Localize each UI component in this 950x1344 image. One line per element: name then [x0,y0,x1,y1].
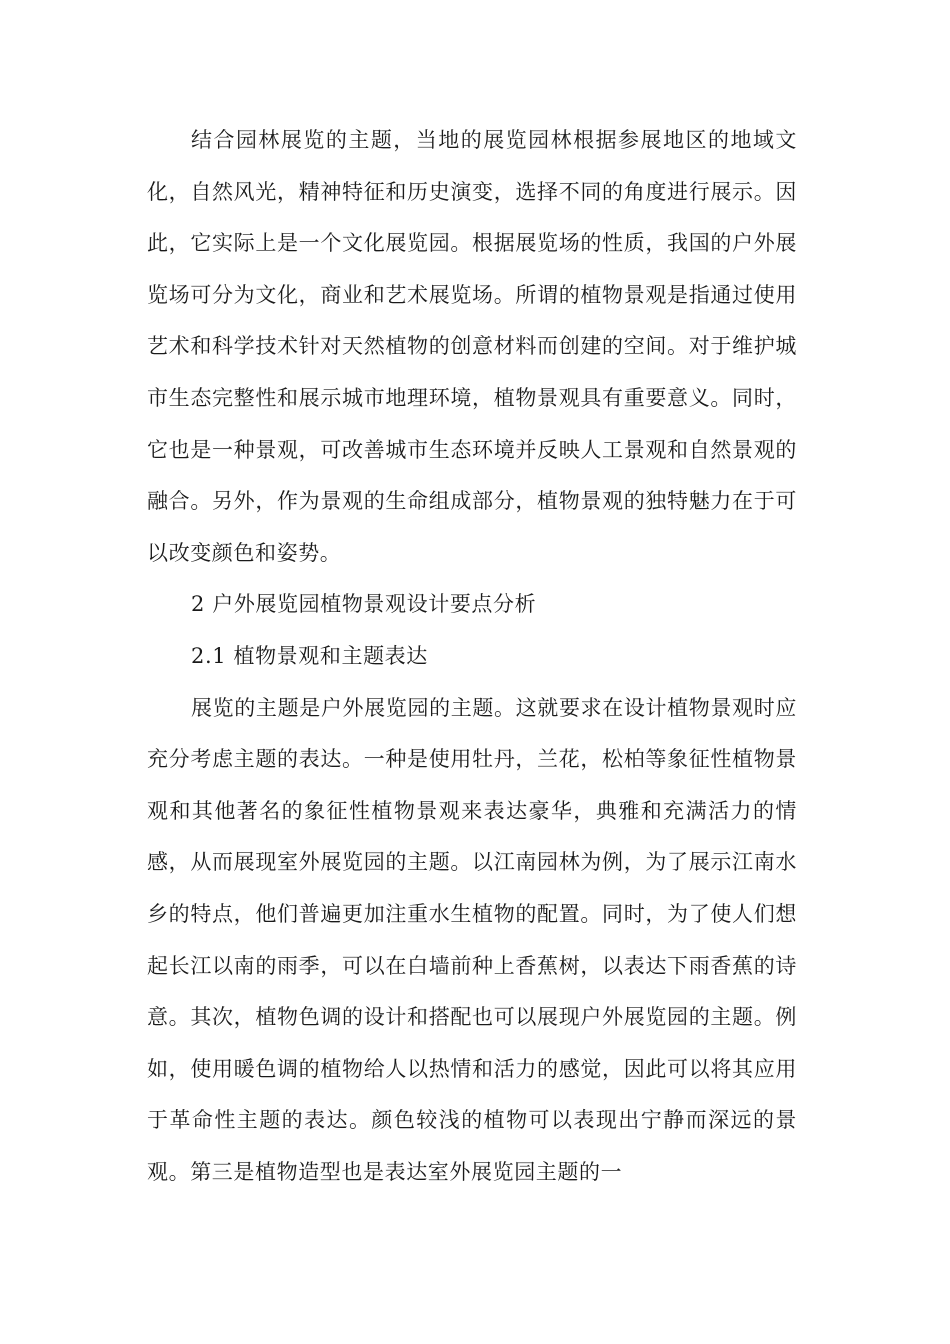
body-paragraph-intro: 结合园林展览的主题，当地的展览园林根据参展地区的地域文化，自然风光，精神特征和历史演变，选择不同的角度进行展示。因此，它实际上是一个文化展览园。根据展览场的性质，我国的户外展览场可分为文化，商业和艺术展览场。所谓的植物景观是指通过使用艺术和科学技术针对天然植物的创意材料而创建的空间。对于维护城市生态完整性和展示城市地理环境，植物景观具有重要意义。同时，它也是一种景观，可改善城市生态环境并反映人工景观和自然景观的融合。另外，作为景观的生命组成部分，植物景观的独特魅力在于可以改变颜色和姿势。 [147,128,797,565]
subsection-heading: 2.1 植物景观和主题表达 [191,643,428,668]
body-paragraph-theme: 展览的主题是户外展览园的主题。这就要求在设计植物景观时应充分考虑主题的表达。一种是使用牡丹，兰花，松柏等象征性植物景观和其他著名的象征性植物景观来表达豪华，典雅和充满活力的情感，从而展现室外展览园的主题。以江南园林为例，为了展示江南水乡的特点，他们普遍更加注重水生植物的配置。同时，为了使人们想起长江以南的雨季，可以在白墙前种上香蕉树，以表达下雨香蕉的诗意。其次，植物色调的设计和搭配也可以展现户外展览园的主题。例如，使用暖色调的植物给人以热情和活力的感觉，因此可以将其应用于革命性主题的表达。颜色较浅的植物可以表现出宁静而深远的景观。第三是植物造型也是表达室外展览园主题的一 [147,695,797,1184]
section-heading: 2 户外展览园植物景观设计要点分析 [191,592,537,617]
document-body [147,115,797,1198]
